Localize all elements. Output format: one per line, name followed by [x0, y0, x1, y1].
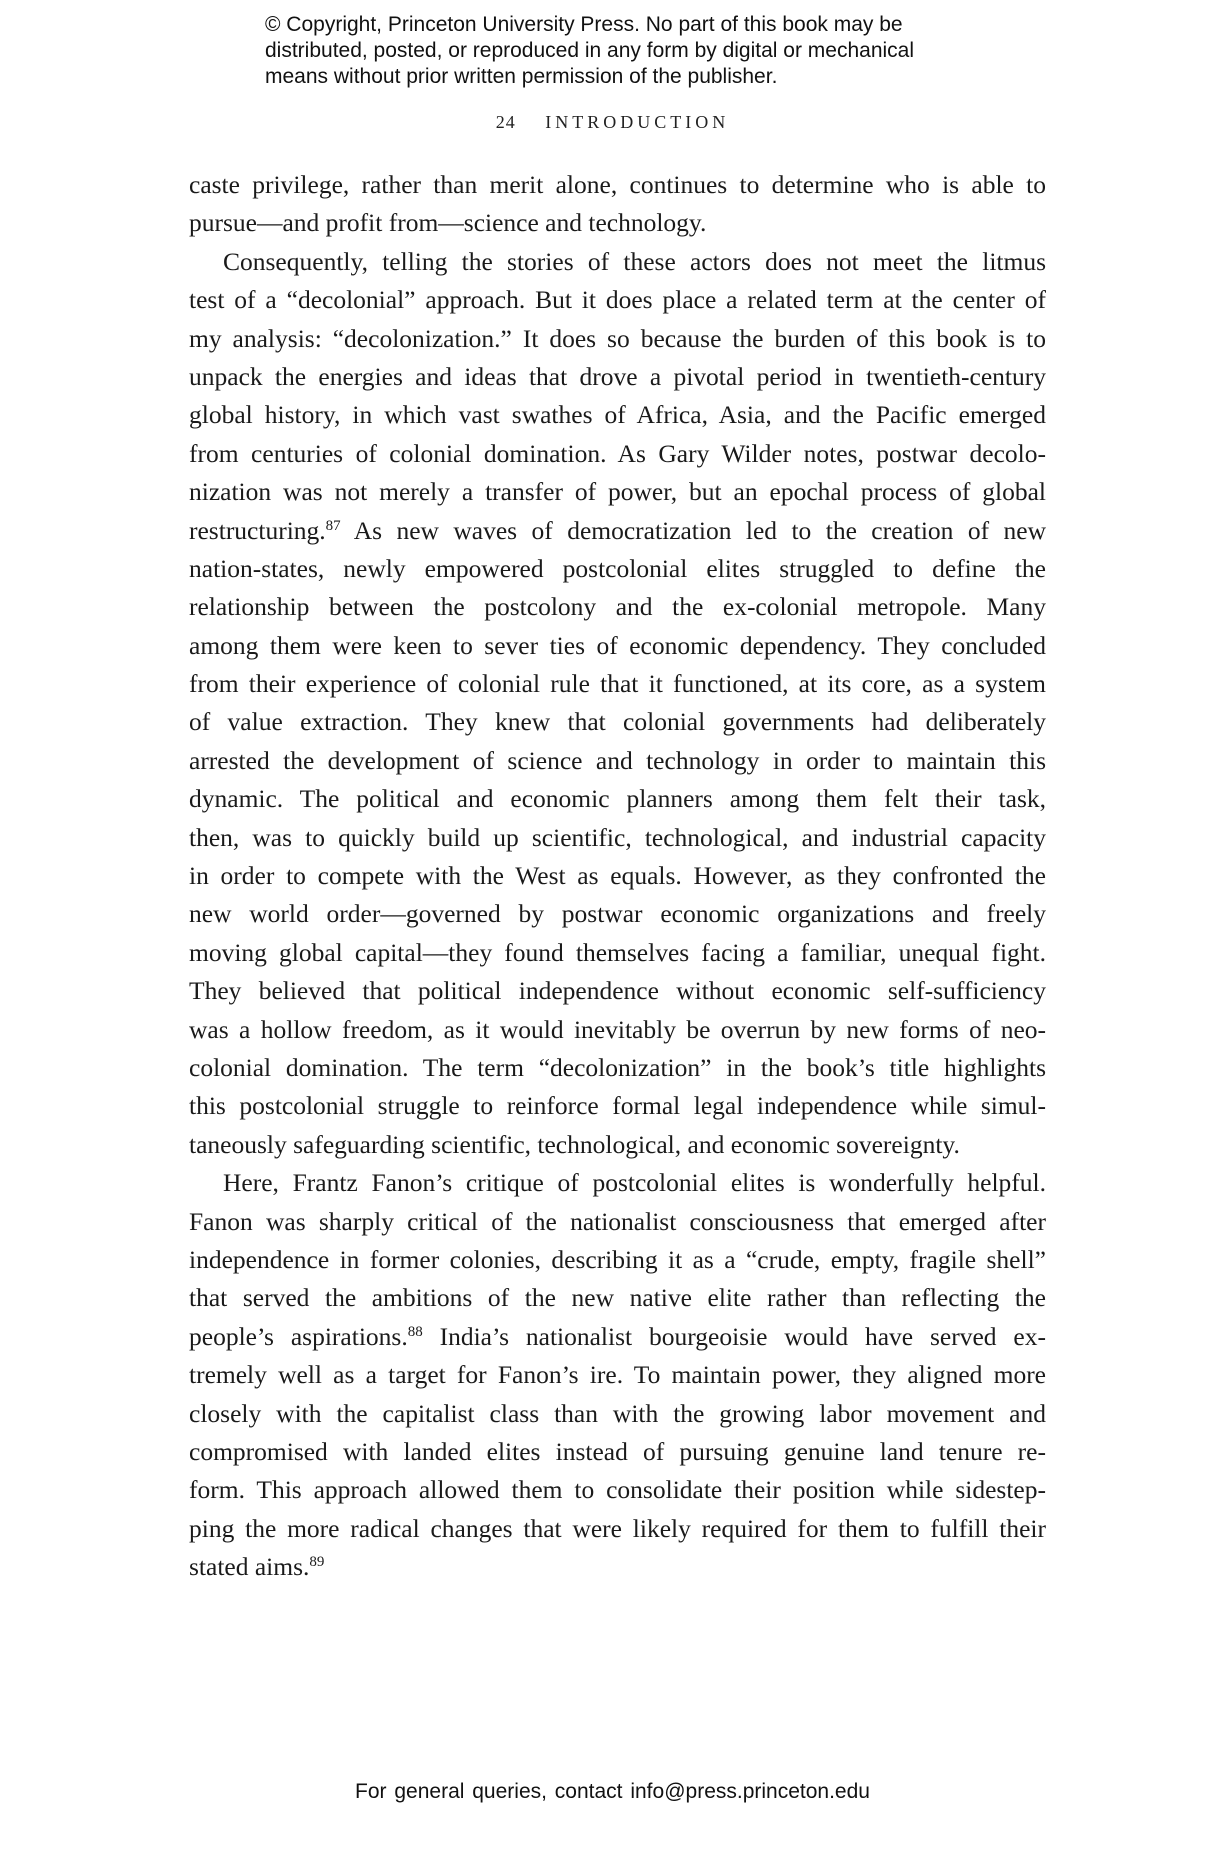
text-line: independence in former colonies, describing it as a “crude, empty, fragile shell”: [189, 1244, 1046, 1274]
text-line: that served the ambitions of the new native elite rather than reflecting the: [189, 1283, 1046, 1313]
text-line: was a hollow freedom, as it would inevitably be overrun by new forms of neo-: [189, 1014, 1046, 1044]
running-head: [0, 112, 1225, 133]
paragraph-first-line: Consequently, telling the stories of these actors does not meet the litmus: [223, 246, 1046, 276]
text-line: tremely well as a target for Fanon’s ire. To maintain power, they aligned more: [189, 1360, 1046, 1390]
text-line: moving global capital—they found themselves facing a familiar, unequal fight.: [189, 937, 1046, 967]
copyright-line: means without prior written permission of the publisher.: [265, 65, 778, 88]
text-segment: people’s aspirations.: [189, 1321, 408, 1351]
text-line: Fanon was sharply critical of the nationalist consciousness that emerged after: [189, 1206, 1046, 1236]
text-line: [189, 1548, 1046, 1586]
text-line: caste privilege, rather than merit alone, continues to determine who is able to: [189, 170, 1046, 199]
text-line: arrested the development of science and technology in order to maintain this: [189, 745, 1046, 775]
text-line: [189, 1318, 1046, 1356]
page-number: 24: [495, 112, 516, 132]
text-line: then, was to quickly build up scientific, technological, and industrial capacity: [189, 822, 1046, 852]
text-line: from centuries of colonial domination. As Gary Wilder notes, postwar decolo-: [189, 438, 1046, 468]
text-line: taneously safeguarding scientific, technological, and economic sovereignty.: [189, 1129, 960, 1159]
text-line: from their experience of colonial rule that it functioned, at its core, as a system: [189, 669, 1046, 699]
text-segment: restructuring.: [189, 515, 326, 545]
text-line: test of a “decolonial” approach. But it does place a related term at the center of: [189, 285, 1046, 315]
text-line: among them were keen to sever ties of economic dependency. They concluded: [189, 630, 1046, 660]
text-line: unpack the energies and ideas that drove a pivotal period in twentieth-century: [189, 361, 1046, 391]
text-line: my analysis: “decolonization.” It does so because the burden of this book is to: [189, 323, 1046, 353]
text-line: pursue—and profit from—science and technology.: [189, 208, 707, 238]
text-segment: As new waves of democratization led to the creation of new: [353, 515, 1047, 545]
footnote-ref-88[interactable]: 88: [407, 1323, 423, 1340]
body-text: [189, 166, 1046, 1586]
text-line: [189, 512, 1046, 550]
paragraph-first-line: Here, Frantz Fanon’s critique of postcolonial elites is wonderfully helpful.: [223, 1168, 1046, 1198]
text-line: form. This approach allowed them to consolidate their position while sidestep-: [189, 1475, 1046, 1505]
footnote-ref-89[interactable]: 89: [309, 1554, 325, 1571]
text-line: of value extraction. They knew that colonial governments had deliberately: [189, 707, 1046, 737]
text-line: ping the more radical changes that were likely required for them to fulfill their: [189, 1513, 1046, 1543]
text-segment: India’s nationalist bourgeoisie would have served ex-: [439, 1321, 1046, 1351]
text-line: dynamic. The political and economic planners among them felt their task,: [189, 784, 1046, 814]
text-line: nation-states, newly empowered postcolonial elites struggled to define the: [189, 553, 1046, 583]
text-line: relationship between the postcolony and the ex-colonial metropole. Many: [189, 592, 1046, 622]
footnote-ref-87[interactable]: 87: [325, 517, 341, 534]
text-line: global history, in which vast swathes of Africa, Asia, and the Pacific emerged: [189, 400, 1046, 430]
copyright-line: © Copyright, Princeton University Press. No part of this book may be: [265, 13, 903, 36]
text-line: new world order—governed by postwar economic organizations and freely: [189, 899, 1046, 929]
text-line: colonial domination. The term “decolonization” in the book’s title highlights: [189, 1052, 1046, 1082]
text-line: nization was not merely a transfer of power, but an epochal process of global: [189, 477, 1046, 507]
text-line: compromised with landed elites instead of pursuing genuine land tenure re-: [189, 1436, 1046, 1466]
text-line: closely with the capitalist class than with the growing labor movement and: [189, 1398, 1046, 1428]
copyright-notice: [265, 12, 1025, 90]
text-line: this postcolonial struggle to reinforce formal legal independence while simul-: [189, 1091, 1046, 1121]
text-line: They believed that political independence without economic self-sufficiency: [189, 976, 1046, 1006]
footer-contact: For general queries, contact info@press.princeton.edu: [355, 1780, 870, 1803]
text-line: in order to compete with the West as equals. However, as they confronted the: [189, 861, 1046, 891]
copyright-line: distributed, posted, or reproduced in any form by digital or mechanical: [265, 39, 915, 62]
running-title: INTRODUCTION: [545, 112, 730, 132]
text-segment: stated aims.: [189, 1552, 310, 1582]
